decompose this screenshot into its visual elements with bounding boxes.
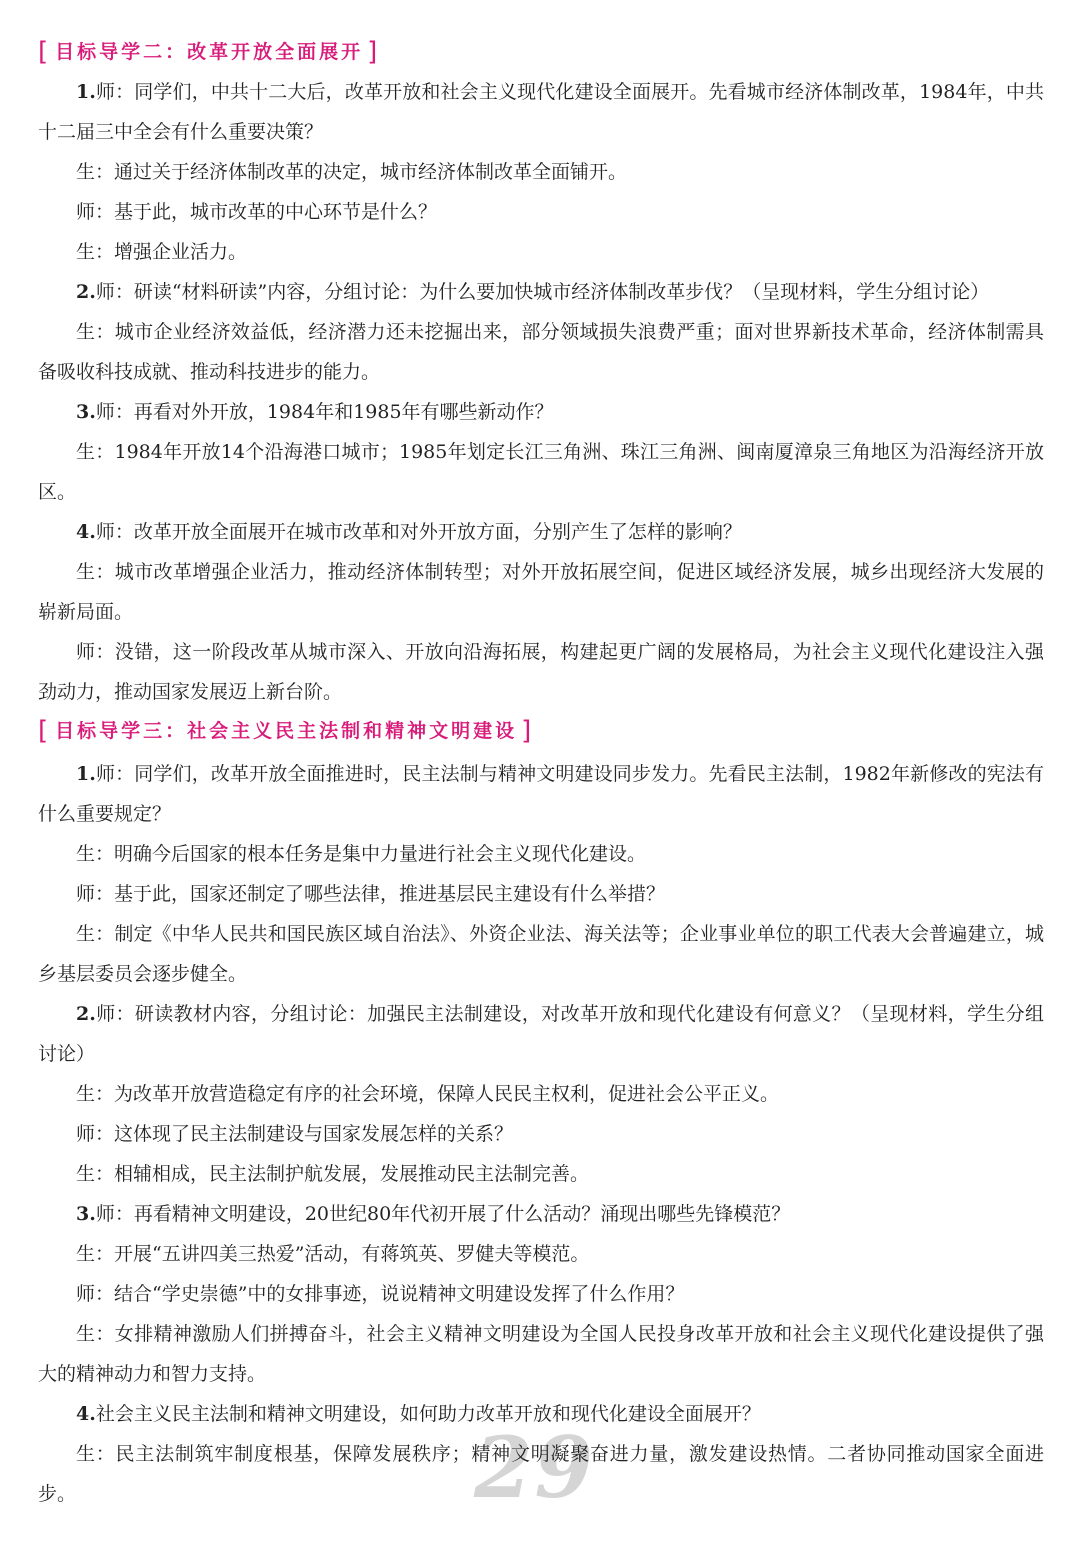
item-number: 1.	[76, 81, 96, 103]
paragraph-text: 师：研读“材料研读”内容，分组讨论：为什么要加快城市经济体制改革步伐？（呈现材料，学生分组讨论）	[95, 281, 990, 303]
paragraph	[38, 1234, 1044, 1274]
item-number: 4.	[76, 521, 96, 543]
page-number: 29	[474, 1418, 595, 1517]
paragraph	[38, 1114, 1044, 1154]
section-title: 目标导学三：社会主义民主法制和精神文明建设	[55, 720, 518, 742]
paragraph-text: 生：女排精神激励人们拼搏奋斗，社会主义精神文明建设为全国人民投身改革开放和社会主义现代化建设提供了强大的精神动力和智力支持。	[38, 1323, 1044, 1385]
paragraph-text: 师：基于此，国家还制定了哪些法律，推进基层民主建设有什么举措？	[76, 883, 666, 905]
paragraph-text: 生：明确今后国家的根本任务是集中力量进行社会主义现代化建设。	[76, 843, 647, 865]
left-bracket-icon: [	[38, 37, 52, 67]
section-title: 目标导学二：改革开放全面展开	[55, 41, 364, 63]
paragraph-text: 师：改革开放全面展开在城市改革和对外开放方面，分别产生了怎样的影响？	[95, 521, 742, 543]
right-bracket-icon: ]	[367, 37, 381, 67]
paragraph	[38, 192, 1044, 232]
paragraph	[38, 994, 1044, 1074]
paragraph	[38, 432, 1044, 512]
paragraph-text: 师：这体现了民主法制建设与国家发展怎样的关系？	[76, 1123, 514, 1145]
paragraph-text: 师：再看精神文明建设，20世纪80年代初开展了什么活动？涌现出哪些先锋模范？	[95, 1203, 791, 1225]
paragraph-text: 师：基于此，城市改革的中心环节是什么？	[76, 201, 438, 223]
left-bracket-icon: [	[38, 716, 52, 746]
section-header-2	[38, 34, 380, 70]
paragraph-text: 生：为改革开放营造稳定有序的社会环境，保障人民民主权利，促进社会公平正义。	[76, 1083, 780, 1105]
item-number: 3.	[76, 1203, 96, 1225]
paragraph-text: 生：城市改革增强企业活力，推动经济体制转型；对外开放拓展空间，促进区域经济发展，城乡出现经济大发展的崭新局面。	[38, 561, 1044, 623]
paragraph-text: 生：民主法制筑牢制度根基，保障发展秩序；精神文明凝聚奋进力量，激发建设热情。二者协同推动国家全面进步。	[38, 1443, 1044, 1505]
paragraph-text: 师：结合“学史崇德”中的女排事迹，说说精神文明建设发挥了什么作用？	[76, 1283, 685, 1305]
paragraph-text: 生：增强企业活力。	[76, 241, 248, 263]
paragraph-text: 生：通过关于经济体制改革的决定，城市经济体制改革全面铺开。	[76, 161, 628, 183]
paragraph-text: 生：制定《中华人民共和国民族区域自治法》、外资企业法、海关法等；企业事业单位的职工代表大会普遍建立，城乡基层委员会逐步健全。	[38, 923, 1044, 985]
paragraph	[38, 392, 1044, 432]
paragraph	[38, 72, 1044, 152]
paragraph	[38, 1154, 1044, 1194]
paragraph	[38, 1274, 1044, 1314]
paragraph-text: 师：同学们，中共十二大后，改革开放和社会主义现代化建设全面展开。先看城市经济体制改革，1984年，中共十二届三中全会有什么重要决策？	[38, 81, 1044, 143]
paragraph	[38, 232, 1044, 272]
paragraph-text: 师：再看对外开放，1984年和1985年有哪些新动作？	[95, 401, 554, 423]
item-number: 2.	[76, 1003, 96, 1025]
paragraph-text: 生：1984年开放14个沿海港口城市；1985年划定长江三角洲、珠江三角洲、闽南厦漳泉三角地区为沿海经济开放区。	[38, 441, 1044, 503]
paragraph-text: 师：同学们，改革开放全面推进时，民主法制与精神文明建设同步发力。先看民主法制，1982年新修改的宪法有什么重要规定？	[38, 763, 1044, 825]
paragraph-text: 师：没错，这一阶段改革从城市深入、开放向沿海拓展，构建起更广阔的发展格局，为社会主义现代化建设注入强劲动力，推动国家发展迈上新台阶。	[38, 641, 1044, 703]
right-bracket-icon: ]	[521, 716, 535, 746]
paragraph	[38, 152, 1044, 192]
paragraph-text: 生：开展“五讲四美三热爱”活动，有蒋筑英、罗健夫等模范。	[76, 1243, 590, 1265]
paragraph	[38, 754, 1044, 834]
paragraph	[38, 914, 1044, 994]
paragraph	[38, 1194, 1044, 1234]
paragraph	[38, 632, 1044, 712]
section-header-3	[38, 713, 534, 749]
paragraph	[38, 1074, 1044, 1114]
paragraph	[38, 1434, 1044, 1514]
paragraph	[38, 312, 1044, 392]
paragraph	[38, 834, 1044, 874]
paragraph	[38, 512, 1044, 552]
paragraph-text: 生：相辅相成，民主法制护航发展，发展推动民主法制完善。	[76, 1163, 590, 1185]
item-number: 3.	[76, 401, 96, 423]
paragraph-text: 师：研读教材内容，分组讨论：加强民主法制建设，对改革开放和现代化建设有何意义？（呈现材料，学生分组讨论）	[38, 1003, 1044, 1065]
paragraph-text: 社会主义民主法制和精神文明建设，如何助力改革开放和现代化建设全面展开？	[95, 1403, 761, 1425]
item-number: 1.	[76, 763, 96, 785]
paragraph	[38, 1314, 1044, 1394]
item-number: 2.	[76, 281, 96, 303]
paragraph	[38, 552, 1044, 632]
paragraph-text: 生：城市企业经济效益低，经济潜力还未挖掘出来，部分领域损失浪费严重；面对世界新技术革命，经济体制需具备吸收科技成就、推动科技进步的能力。	[38, 321, 1044, 383]
paragraph	[38, 874, 1044, 914]
paragraph	[38, 272, 1044, 312]
item-number: 4.	[76, 1403, 96, 1425]
